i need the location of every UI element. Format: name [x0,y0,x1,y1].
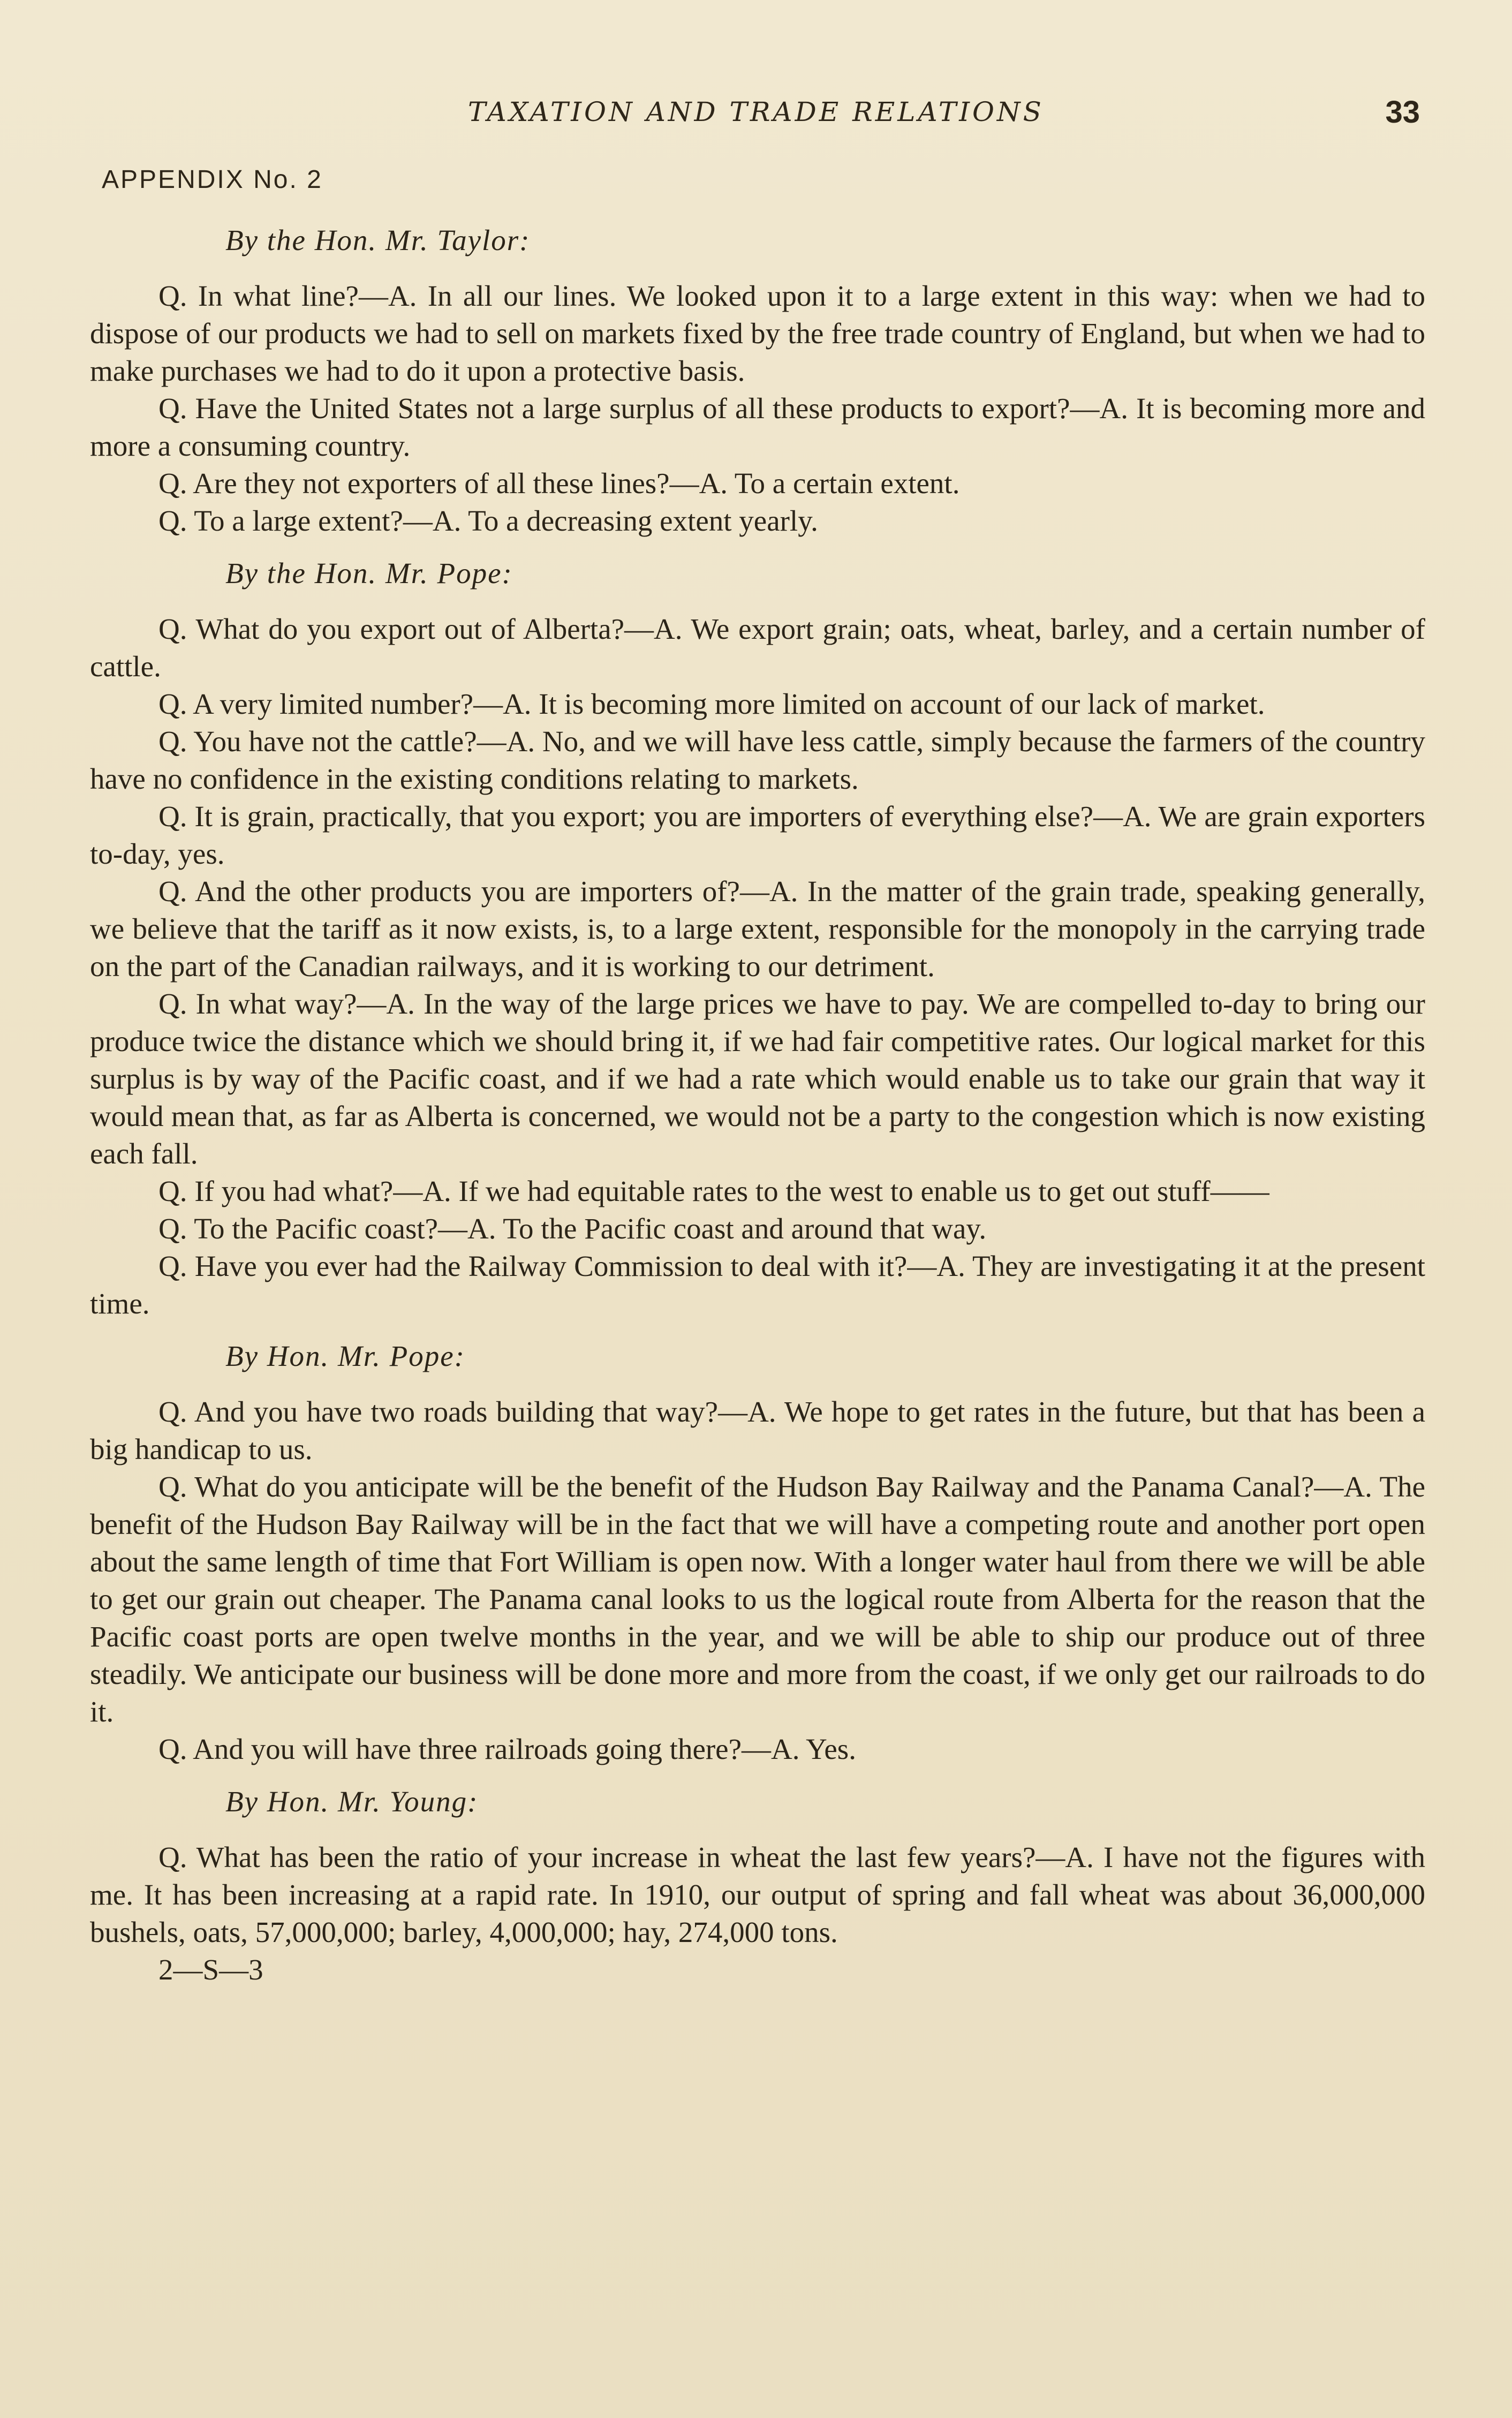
qa-paragraph: Q. If you had what?—A. If we had equitable rates to the west to enable us to get out stuff—— [158,1175,1269,1207]
running-header-title: TAXATION AND TRADE RELATIONS [468,96,1044,127]
qa-paragraph: Q. Have you ever had the Railway Commission to deal with it?—A. They are investigating it at the present time. [90,1250,1425,1320]
qa-paragraph: Q. What has been the ratio of your increase in wheat the last few years?—A. I have not the figures with me. It has been increasing at a rapid rate. In 1910, our output of spring and fall wheat was about 36,000,000 bushels, oats, 57,000,000; barley, 4,000,000; hay, 274,000 tons. [90,1841,1425,1948]
qa-paragraph: Q. And you have two roads building that way?—A. We hope to get rates in the future, but that has been a big handicap to us. [90,1395,1425,1465]
examiner-heading: By Hon. Mr. Pope: [225,1340,465,1372]
qa-paragraph: Q. What do you export out of Alberta?—A. We export grain; oats, wheat, barley, and a certain number of cattle. [90,613,1425,683]
signature-mark: 2—S—3 [158,1953,263,1986]
page-number: 33 [1385,95,1420,130]
appendix-label: APPENDIX No. 2 [102,165,323,194]
qa-paragraph: Q. What do you anticipate will be the benefit of the Hudson Bay Railway and the Panama Canal?—A. The benefit of the Hudson Bay Railway will be in the fact that we will have a competing route and another port open about the same length of time that Fort William is open now. With a longer water haul from there we will be able to get our grain out cheaper. The Panama canal looks to us the logical route from Alberta for the reason that the Pacific coast ports are open twelve months in the year, and we will be able to ship our produce out of three steadily. We anticipate our business will be done more and more from the coast, if we only get our railroads to do it. [90,1470,1425,1728]
qa-paragraph: Q. And you will have three railroads going there?—A. Yes. [158,1733,856,1765]
qa-paragraph: Q. It is grain, practically, that you export; you are importers of everything else?—A. We are grain exporters to-day, yes. [90,800,1425,870]
qa-paragraph: Q. In what line?—A. In all our lines. We looked upon it to a large extent in this way: when we had to dispose of our products we had to sell on markets fixed by the free trade country of England, but when we had to make purchases we had to do it upon a protective basis. [90,279,1425,387]
qa-paragraph: Q. To the Pacific coast?—A. To the Pacific coast and around that way. [158,1212,987,1245]
qa-paragraph: Q. To a large extent?—A. To a decreasing extent yearly. [158,504,818,537]
qa-paragraph: Q. And the other products you are importers of?—A. In the matter of the grain trade, speaking generally, we believe that the tariff as it now exists, is, to a large extent, responsible for the monopoly in the carrying trade on the part of the Canadian railways, and it is working to our detriment. [90,875,1425,983]
qa-paragraph: Q. A very limited number?—A. It is becoming more limited on account of our lack of market. [158,687,1265,720]
testimony-body [90,222,1425,1989]
examiner-heading: By the Hon. Mr. Pope: [225,557,513,590]
qa-paragraph: Q. You have not the cattle?—A. No, and we will have less cattle, simply because the farmers of the country have no confidence in the existing conditions relating to markets. [90,725,1425,795]
qa-paragraph: Q. In what way?—A. In the way of the large prices we have to pay. We are compelled to-day to bring our produce twice the distance which we should bring it, if we had fair competitive rates. Our logical market for this surplus is by way of the Pacific coast, and if we had a rate which would enable us to take our grain that way it would mean that, as far as Alberta is concerned, we would not be a party to the congestion which is now existing each fall. [90,987,1425,1170]
examiner-heading: By the Hon. Mr. Taylor: [225,224,531,256]
examiner-heading: By Hon. Mr. Young: [225,1785,479,1818]
qa-paragraph: Q. Are they not exporters of all these lines?—A. To a certain extent. [158,467,960,500]
qa-paragraph: Q. Have the United States not a large surplus of all these products to export?—A. It is becoming more and more a consuming country. [90,392,1425,462]
